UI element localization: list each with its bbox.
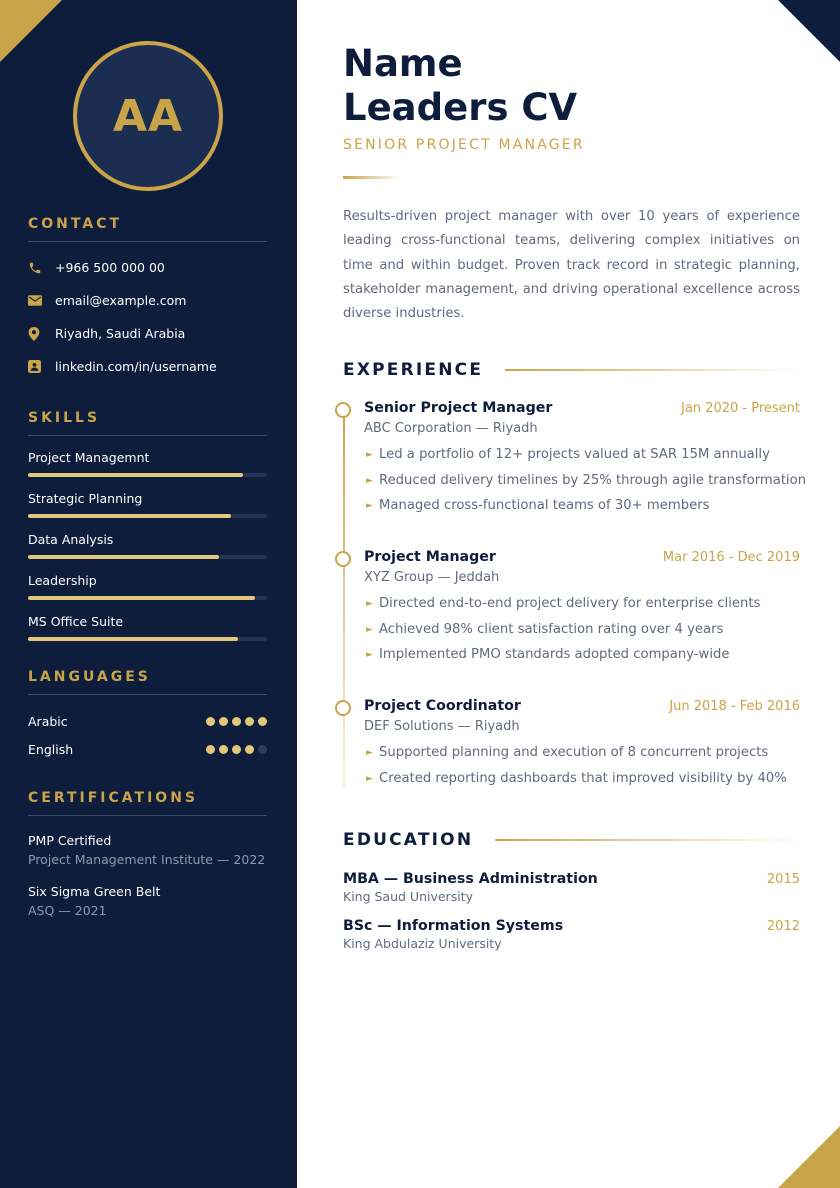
job-bullet-text: Implemented PMO standards adopted company-wide xyxy=(379,647,730,662)
triangle-bullet-icon: ► xyxy=(366,650,373,660)
profile-summary: Results-driven project manager with over 10 years of experience leading cross-functional teams, delivering complex initiatives on time and within budget. Proven track record in strategic planning, stakeholder management, and driving operational excellence across diverse industries. xyxy=(343,209,800,322)
skill-label: Leadership xyxy=(28,573,97,588)
heading-rule xyxy=(495,839,800,841)
job-bullet-text: Directed end-to-end project delivery for enterprise clients xyxy=(379,596,761,611)
rating-dot xyxy=(258,745,267,754)
skill-bar-fill xyxy=(28,596,255,600)
job-organization: DEF Solutions — Riyadh xyxy=(364,719,520,734)
corner-decoration-bottom-right xyxy=(778,1126,840,1188)
job-organization: XYZ Group — Jeddah xyxy=(364,570,500,585)
language-item xyxy=(28,735,267,763)
timeline-node xyxy=(335,700,351,716)
job-organization: ABC Corporation — Riyadh xyxy=(364,421,538,436)
language-rating xyxy=(206,745,267,754)
education-year: 2012 xyxy=(766,919,800,934)
skill-item xyxy=(28,573,267,600)
contact-linkedin[interactable] xyxy=(28,350,267,383)
triangle-bullet-icon: ► xyxy=(366,501,373,511)
triangle-bullet-icon: ► xyxy=(366,748,373,758)
skills-heading: SKILLS xyxy=(28,410,267,436)
rating-dot xyxy=(232,745,241,754)
skills-section xyxy=(28,410,267,641)
job-bullet xyxy=(364,468,807,494)
job-dates: Mar 2016 - Dec 2019 xyxy=(662,550,800,565)
job-bullet xyxy=(364,493,800,519)
skill-bar-track xyxy=(28,555,267,559)
job-title: SENIOR PROJECT MANAGER xyxy=(343,137,585,153)
rating-dot xyxy=(206,745,215,754)
job-bullet xyxy=(364,591,800,617)
name-line-2: Leaders CV xyxy=(343,86,578,129)
corner-decoration-top-right xyxy=(778,0,840,62)
skill-bar-fill xyxy=(28,473,243,477)
timeline-node xyxy=(335,551,351,567)
triangle-bullet-icon: ► xyxy=(366,450,373,460)
skill-bar-track xyxy=(28,473,267,477)
job-bullet xyxy=(364,442,800,468)
skill-bar-fill xyxy=(28,637,238,641)
job-role: Project Coordinator xyxy=(364,698,521,714)
certifications-section xyxy=(28,790,267,918)
contact-location-text: Riyadh, Saudi Arabia xyxy=(55,326,186,341)
corner-decoration-top-left xyxy=(0,0,62,62)
candidate-name xyxy=(343,42,577,130)
contact-phone[interactable] xyxy=(28,251,267,284)
languages-heading: LANGUAGES xyxy=(28,669,267,695)
rating-dot xyxy=(245,717,254,726)
contact-heading: CONTACT xyxy=(28,216,267,242)
skill-item xyxy=(28,450,267,477)
experience-heading-text: EXPERIENCE xyxy=(343,360,484,380)
job-role: Project Manager xyxy=(364,549,496,565)
education-item xyxy=(343,871,800,904)
heading-rule xyxy=(505,369,800,371)
experience-heading xyxy=(343,360,800,380)
skill-label: Strategic Planning xyxy=(28,491,143,506)
sidebar xyxy=(0,0,297,1188)
job-bullet xyxy=(364,642,800,668)
education-school: King Saud University xyxy=(343,889,473,904)
job-dates: Jan 2020 - Present xyxy=(681,401,800,416)
skill-bar-track xyxy=(28,514,267,518)
contact-phone-text: +966 500 000 00 xyxy=(55,260,165,275)
contact-linkedin-text: linkedin.com/in/username xyxy=(55,359,217,374)
job-dates: Jun 2018 - Feb 2016 xyxy=(669,699,800,714)
job-bullet-text: Led a portfolio of 12+ projects valued at SAR 15M annually xyxy=(379,447,770,462)
experience-item xyxy=(343,400,807,519)
language-rating xyxy=(206,717,267,726)
certifications-heading: CERTIFICATIONS xyxy=(28,790,267,816)
rating-dot xyxy=(245,745,254,754)
language-label: Arabic xyxy=(28,713,68,729)
certification-issuer: Project Management Institute — 2022 xyxy=(28,852,266,867)
language-item xyxy=(28,707,267,735)
contact-section xyxy=(28,216,267,383)
rating-dot xyxy=(232,717,241,726)
certification-item xyxy=(28,833,267,867)
contact-email[interactable] xyxy=(28,284,267,317)
language-label: English xyxy=(28,741,74,757)
education-school: King Abdulaziz University xyxy=(343,936,502,951)
skill-item xyxy=(28,491,267,518)
triangle-bullet-icon: ► xyxy=(366,624,373,635)
triangle-bullet-icon: ► xyxy=(366,599,373,609)
job-bullet xyxy=(364,766,800,792)
skill-item xyxy=(28,614,267,641)
languages-section xyxy=(28,669,267,763)
triangle-bullet-icon: ► xyxy=(366,475,373,486)
skill-bar-fill xyxy=(28,555,219,559)
education-item xyxy=(343,918,800,951)
avatar xyxy=(73,41,223,191)
triangle-bullet-icon: ► xyxy=(366,773,373,784)
avatar-initials: AA xyxy=(112,90,184,142)
phone-icon xyxy=(28,261,55,275)
skill-item xyxy=(28,532,267,559)
skill-label: MS Office Suite xyxy=(28,614,124,629)
email-icon xyxy=(28,295,55,306)
experience-item xyxy=(343,549,800,668)
education-heading xyxy=(343,830,800,850)
job-bullet xyxy=(364,740,800,766)
experience-item xyxy=(343,698,800,791)
skill-label: Project Managemnt xyxy=(28,450,150,465)
location-pin-icon xyxy=(28,327,55,341)
education-degree: MBA — Business Administration xyxy=(343,871,598,887)
job-bullets xyxy=(364,442,807,519)
rating-dot xyxy=(219,717,228,726)
rating-dot xyxy=(258,717,267,726)
certification-title: PMP Certified xyxy=(28,833,112,848)
certification-item xyxy=(28,884,267,918)
linkedin-icon xyxy=(28,360,55,373)
job-bullet xyxy=(364,617,800,643)
education-degree: BSc — Information Systems xyxy=(343,918,564,934)
certification-issuer: ASQ — 2021 xyxy=(28,903,107,918)
job-bullets xyxy=(364,591,800,668)
name-line-1: Name xyxy=(343,42,463,85)
rating-dot xyxy=(206,717,215,726)
job-bullet-text: Achieved 98% client satisfaction rating over 4 years xyxy=(379,621,724,637)
job-bullet-text: Created reporting dashboards that improved visibility by 40% xyxy=(379,770,787,786)
education-year: 2015 xyxy=(766,872,800,887)
title-accent-line xyxy=(343,176,401,179)
contact-email-text: email@example.com xyxy=(55,293,187,308)
job-bullet-text: Reduced delivery timelines by 25% through agile transformation xyxy=(379,472,807,488)
skill-bar-track xyxy=(28,596,267,600)
education-heading-text: EDUCATION xyxy=(343,830,474,850)
rating-dot xyxy=(219,745,228,754)
skill-bar-fill xyxy=(28,514,231,518)
job-bullet-text: Supported planning and execution of 8 concurrent projects xyxy=(379,745,769,760)
contact-location xyxy=(28,317,267,350)
job-role: Senior Project Manager xyxy=(364,400,553,416)
certification-title: Six Sigma Green Belt xyxy=(28,884,161,899)
job-bullet-text: Managed cross-functional teams of 30+ members xyxy=(379,498,710,513)
timeline-node xyxy=(335,402,351,418)
job-bullets xyxy=(364,740,800,791)
skill-bar-track xyxy=(28,637,267,641)
skill-label: Data Analysis xyxy=(28,532,114,547)
